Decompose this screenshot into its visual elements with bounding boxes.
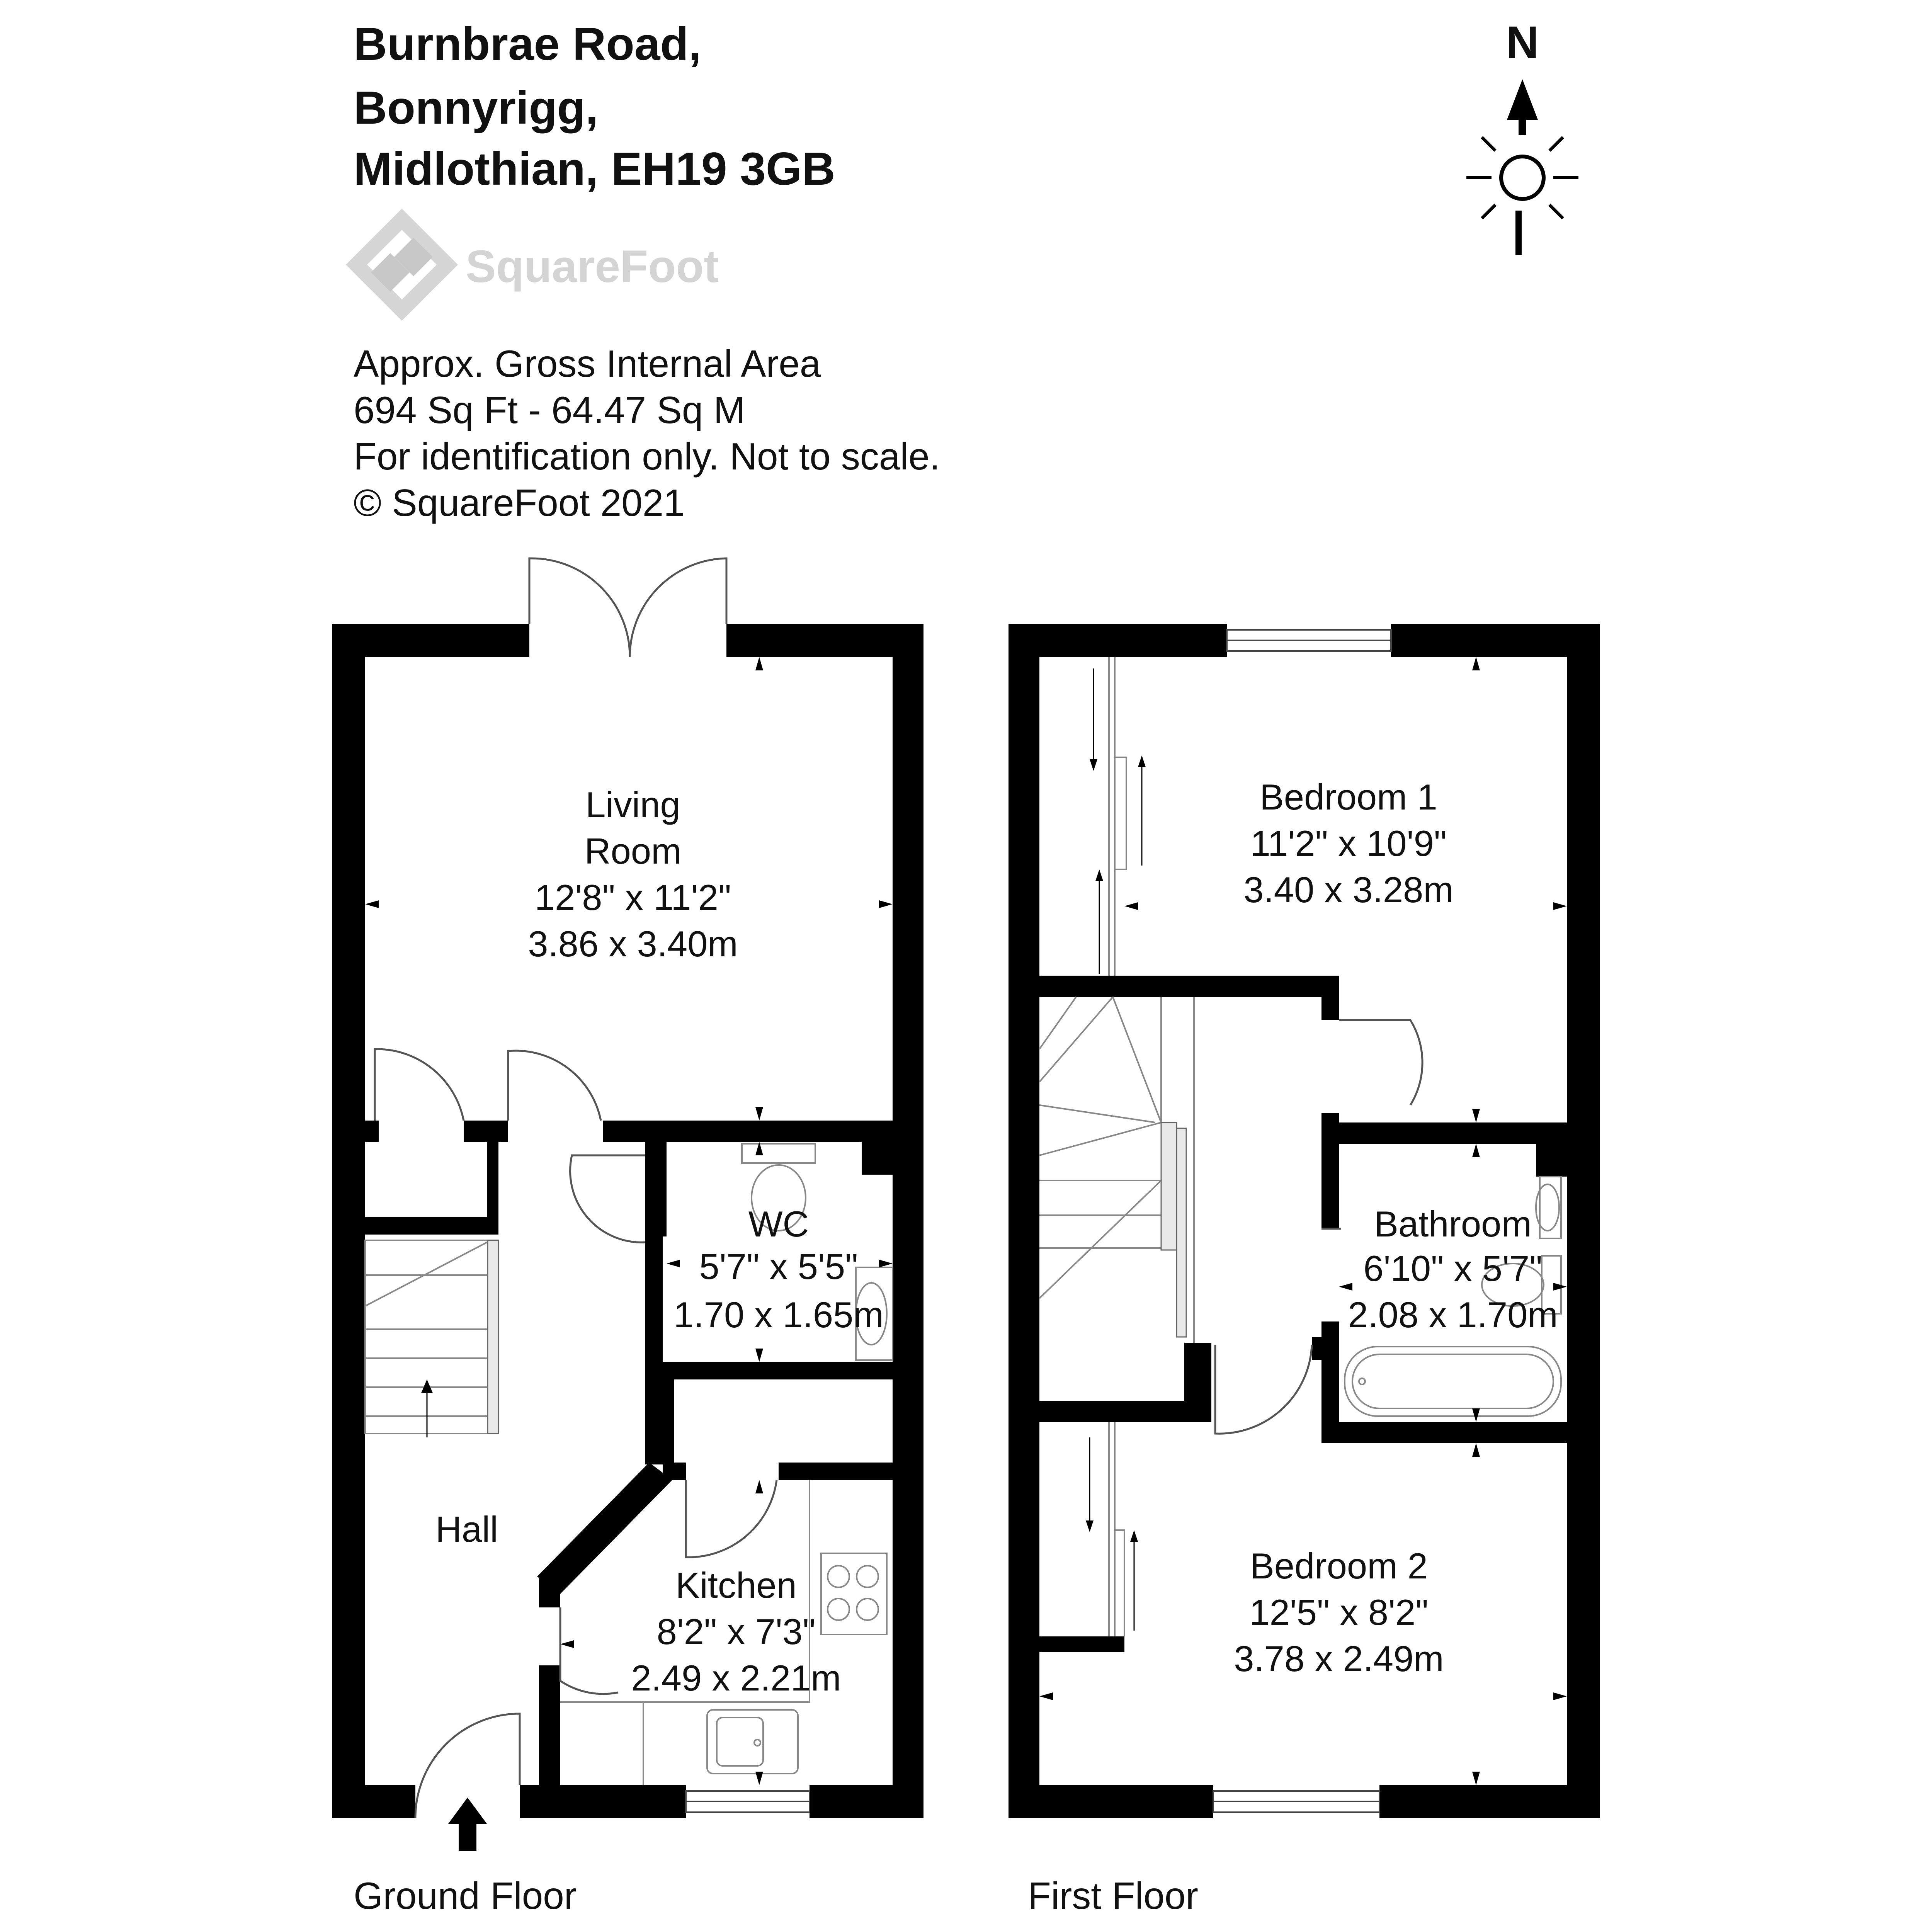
compass-icon [1466, 17, 1578, 255]
bedroom2-wardrobe [1086, 1422, 1138, 1636]
address-line-2: Bonnyrigg, [354, 82, 599, 134]
address-line-1: Burnbrae Road, [354, 18, 702, 70]
ground-floor-label: Ground Floor [354, 1874, 577, 1917]
area-info [354, 342, 940, 524]
kitchen-name: Kitchen [675, 1565, 797, 1605]
ground-floor-plan [332, 558, 923, 1851]
bedroom1-metric: 3.40 x 3.28m [1243, 869, 1454, 910]
ground-window-kitchen [686, 1791, 810, 1812]
kitchen-sink-icon [707, 1710, 798, 1774]
area-line-1: Approx. Gross Internal Area [354, 342, 821, 385]
room-wc [673, 1204, 883, 1335]
area-line-2: 694 Sq Ft - 64.47 Sq M [354, 389, 745, 431]
living-name-line2: Room [584, 831, 682, 871]
first-window-bedroom2 [1213, 1791, 1379, 1812]
first-window-bedroom1 [1227, 630, 1391, 651]
living-imperial: 12'8" x 11'2" [534, 877, 731, 918]
living-metric: 3.86 x 3.40m [528, 923, 738, 964]
wc-metric: 1.70 x 1.65m [673, 1294, 884, 1335]
wc-name: WC [748, 1204, 809, 1244]
entrance-arrow-icon [448, 1798, 487, 1851]
bedroom2-metric: 3.78 x 2.49m [1234, 1638, 1444, 1679]
squarefoot-logo-icon [346, 209, 458, 321]
kitchen-metric: 2.49 x 2.21m [631, 1658, 841, 1698]
bedroom1-imperial: 11'2" x 10'9" [1250, 823, 1447, 864]
room-hall [435, 1509, 498, 1549]
area-line-4: © SquareFoot 2021 [354, 481, 685, 524]
bedroom1-wardrobe [1090, 657, 1146, 976]
address-block [354, 18, 835, 195]
room-living [528, 784, 738, 964]
wc-imperial: 5'7" x 5'5" [699, 1246, 858, 1287]
bath-icon [1345, 1347, 1561, 1416]
bathroom-name: Bathroom [1374, 1204, 1532, 1244]
bedroom2-imperial: 12'5" x 8'2" [1249, 1592, 1429, 1633]
bedroom1-name: Bedroom 1 [1260, 777, 1437, 817]
hall-name: Hall [435, 1509, 498, 1549]
kitchen-imperial: 8'2" x 7'3" [656, 1611, 816, 1652]
bathroom-metric: 2.08 x 1.70m [1348, 1294, 1558, 1335]
compass-north-label: N [1506, 17, 1539, 68]
bathroom-imperial: 6'10" x 5'7" [1363, 1248, 1543, 1289]
squarefoot-logo [346, 209, 719, 321]
room-bathroom [1348, 1204, 1558, 1335]
first-staircase [1039, 997, 1194, 1343]
bedroom2-name: Bedroom 2 [1250, 1546, 1428, 1586]
ground-staircase [365, 1240, 498, 1437]
bathroom-basin-icon [1536, 1177, 1561, 1238]
room-bedroom2 [1234, 1546, 1444, 1679]
squarefoot-logo-text: SquareFoot [466, 241, 719, 292]
address-line-3: Midlothian, EH19 3GB [354, 143, 835, 195]
area-line-3: For identification only. Not to scale. [354, 435, 940, 478]
living-name-line1: Living [585, 784, 680, 825]
first-floor-label: First Floor [1028, 1874, 1198, 1917]
kitchen-hob-icon [821, 1553, 887, 1634]
room-bedroom1 [1243, 777, 1453, 910]
